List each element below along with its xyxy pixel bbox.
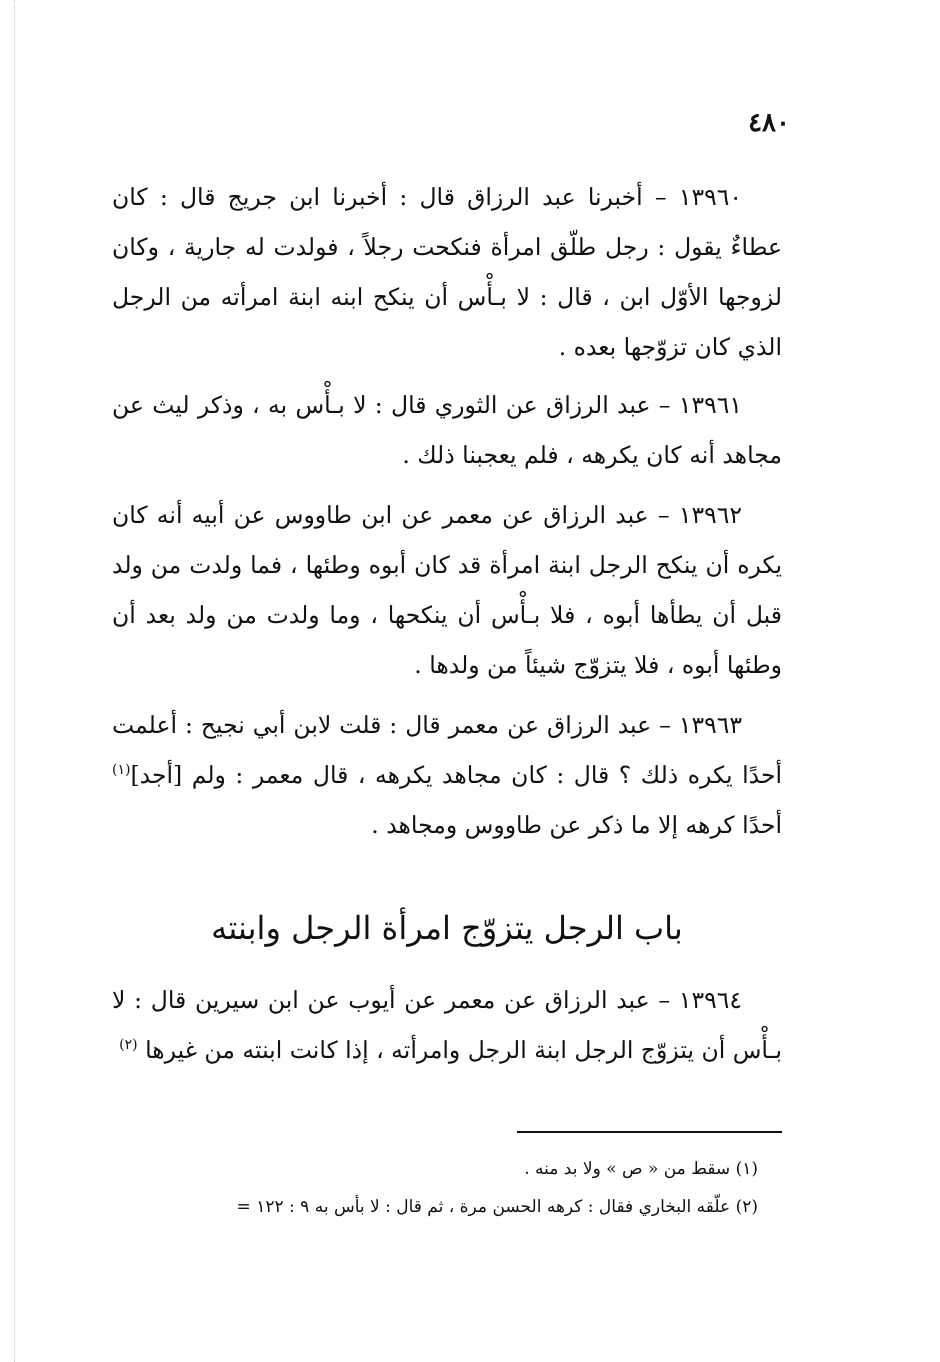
footnote-ref-1: (١) bbox=[112, 762, 131, 779]
text-block-1 bbox=[112, 172, 782, 372]
footnote-ref-2: (٢) bbox=[119, 1037, 138, 1054]
hadith-13964 bbox=[112, 975, 782, 1075]
hadith-13960: ١٣٩٦٠ – أخبرنا عبد الرزاق قال : أخبرنا ابن جريج قال : كان عطاءٌ يقول : رجل طلّق امرأة فنكحت رجلاً ، فولدت له جارية ، وكان لزوجها الأوّل ابن ، قال : لا بـأْس أن ينكح ابنه ابنة امرأته من الرجل الذي كان تزوّجها بعده . bbox=[112, 183, 782, 361]
text-block-3 bbox=[112, 490, 782, 690]
page-edge-line bbox=[14, 0, 15, 1362]
text-block-5 bbox=[112, 975, 782, 1075]
chapter-heading: باب الرجل يتزوّج امرأة الرجل وابنته bbox=[211, 909, 683, 947]
hadith-13963-text-cont: أحدًا كرهه إلا ما ذكر عن طاووس ومجاهد . bbox=[371, 811, 782, 839]
text-block-4 bbox=[112, 700, 782, 850]
hadith-13964-text: ١٣٩٦٤ – عبد الرزاق عن معمر عن أيوب عن ابن سيرين قال : لا بـأْس أن يتزوّج الرجل ابنة الرجل وامرأته ، إذا كانت ابنته من غيرها bbox=[112, 986, 782, 1064]
hadith-13963 bbox=[112, 700, 782, 850]
hadith-13961: ١٣٩٦١ – عبد الرزاق عن الثوري قال : لا بـأْس به ، وذكر ليث عن مجاهد أنه كان يكرهه ، فلم يعجبنا ذلك . bbox=[112, 391, 782, 469]
text-block-2 bbox=[112, 380, 782, 480]
footnote-2: (٢) علّقه البخاري فقال : كرهه الحسن مرة ، ثم قال : لا بأس به ٩ : ١٢٢ = bbox=[236, 1197, 758, 1217]
footnotes bbox=[112, 1150, 782, 1226]
hadith-13963-text: ١٣٩٦٣ – عبد الرزاق عن معمر قال : قلت لابن أبي نجيح : أعلمت أحدًا يكره ذلك ؟ قال : كان مجاهد يكرهه ، قال معمر : ولم [أجد] bbox=[112, 711, 782, 789]
footnote-divider bbox=[517, 1131, 782, 1133]
hadith-13962: ١٣٩٦٢ – عبد الرزاق عن معمر عن ابن طاووس عن أبيه أنه كان يكره أن ينكح الرجل ابنة امرأة قد كان أبوه وطئها ، فما ولدت من ولد قبل أن يطأها أبوه ، فلا بـأْس أن ينكحها ، وما ولدت من ولد بعد أن وطئها أبوه ، فلا يتزوّج شيئاً من ولدها . bbox=[112, 501, 782, 679]
footnote-1: (١) سقط من « ص » ولا بد منه . bbox=[524, 1159, 758, 1179]
page-number: ٤٨٠ bbox=[748, 108, 790, 138]
